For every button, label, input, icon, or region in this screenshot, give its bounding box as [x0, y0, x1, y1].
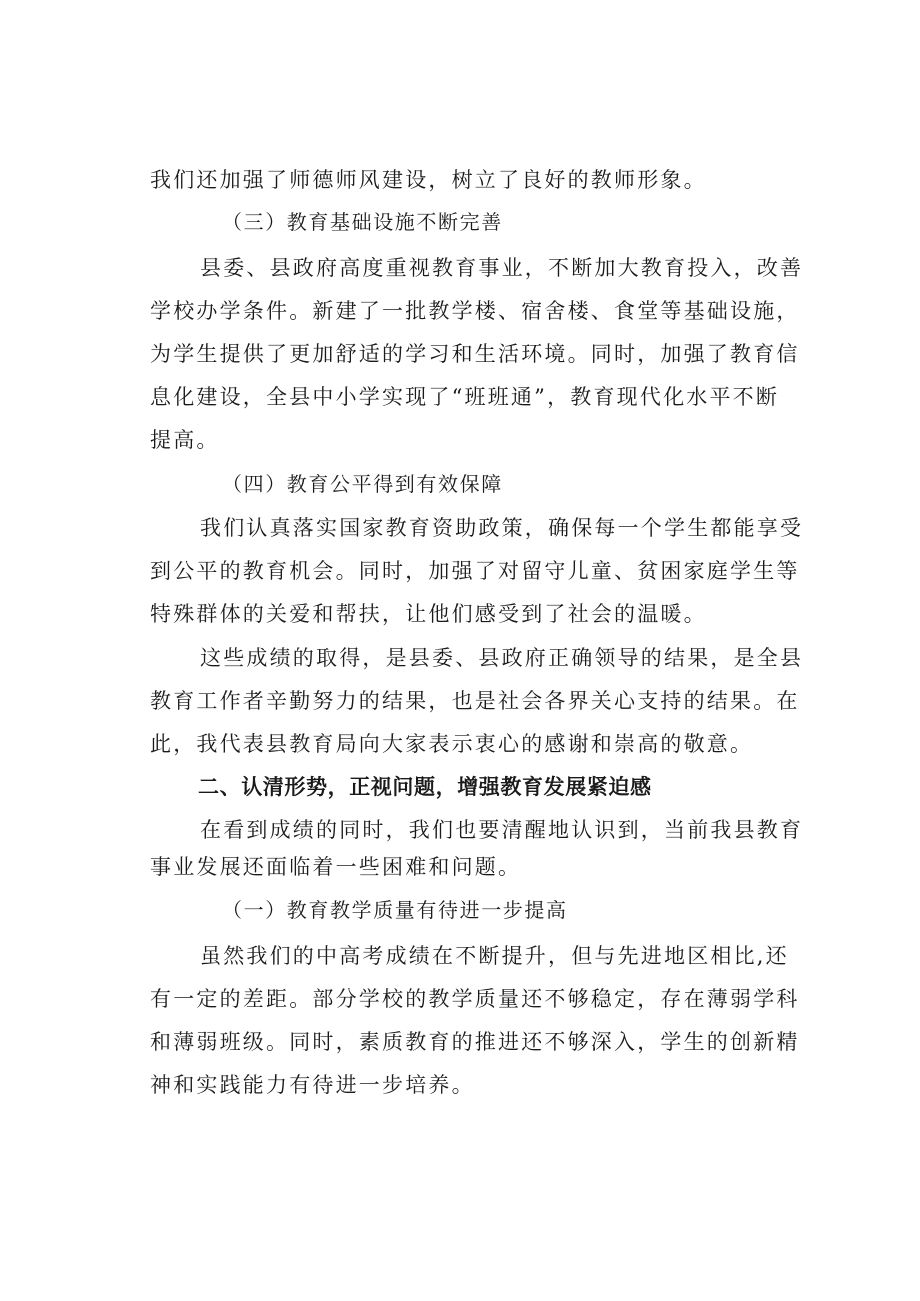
paragraph-line: 神和实践能力有待进一步培养。: [150, 1073, 475, 1097]
paragraph-line: 此，我代表县教育局向大家表示衷心的感谢和崇高的敬意。: [150, 732, 754, 756]
section-heading: 二、认清形势，正视问题，增强教育发展紧迫感: [198, 775, 652, 799]
paragraph-line: 教育工作者辛勤努力的结果，也是社会各界关心支持的结果。在: [150, 689, 800, 713]
section-subheading: （四）教育公平得到有效保障: [222, 472, 503, 496]
paragraph-line: 这些成绩的取得，是县委、县政府正确领导的结果，是全县: [200, 646, 804, 670]
paragraph-line: 到公平的教育机会。同时，加强了对留守儿童、贫困家庭学生等: [150, 559, 800, 583]
paragraph-line: 提高。: [150, 428, 220, 452]
paragraph-line: 和薄弱班级。同时，素质教育的推进还不够深入，学生的创新精: [150, 1030, 800, 1054]
paragraph-line: 事业发展还面临着一些困难和问题。: [150, 855, 522, 879]
paragraph-line: 特殊群体的关爱和帮扶，让他们感受到了社会的温暖。: [150, 602, 707, 626]
paragraph-line: 学校办学条件。新建了一批教学楼、宿舍楼、食堂等基础设施，: [150, 299, 800, 323]
paragraph-line: 有一定的差距。部分学校的教学质量还不够稳定，存在薄弱学科: [150, 987, 800, 1011]
section-subheading: （三）教育基础设施不断完善: [222, 210, 503, 234]
paragraph-line: 息化建设，全县中小学实现了“班班通”，教育现代化水平不断: [150, 385, 780, 409]
paragraph-line: 县委、县政府高度重视教育事业，不断加大教育投入，改善: [200, 256, 804, 280]
paragraph-line: 为学生提供了更加舒适的学习和生活环境。同时，加强了教育信: [150, 342, 800, 366]
section-subheading: （一）教育教学质量有待进一步提高: [222, 898, 568, 922]
paragraph-line: 我们认真落实国家教育资助政策，确保每一个学生都能享受: [200, 516, 804, 540]
paragraph-line: 虽然我们的中高考成绩在不断提升，但与先进地区相比,还: [200, 944, 789, 968]
paragraph-line: 在看到成绩的同时，我们也要清醒地认识到，当前我县教育: [200, 818, 804, 842]
paragraph-line: 我们还加强了师德师风建设，树立了良好的教师形象。: [150, 168, 707, 192]
